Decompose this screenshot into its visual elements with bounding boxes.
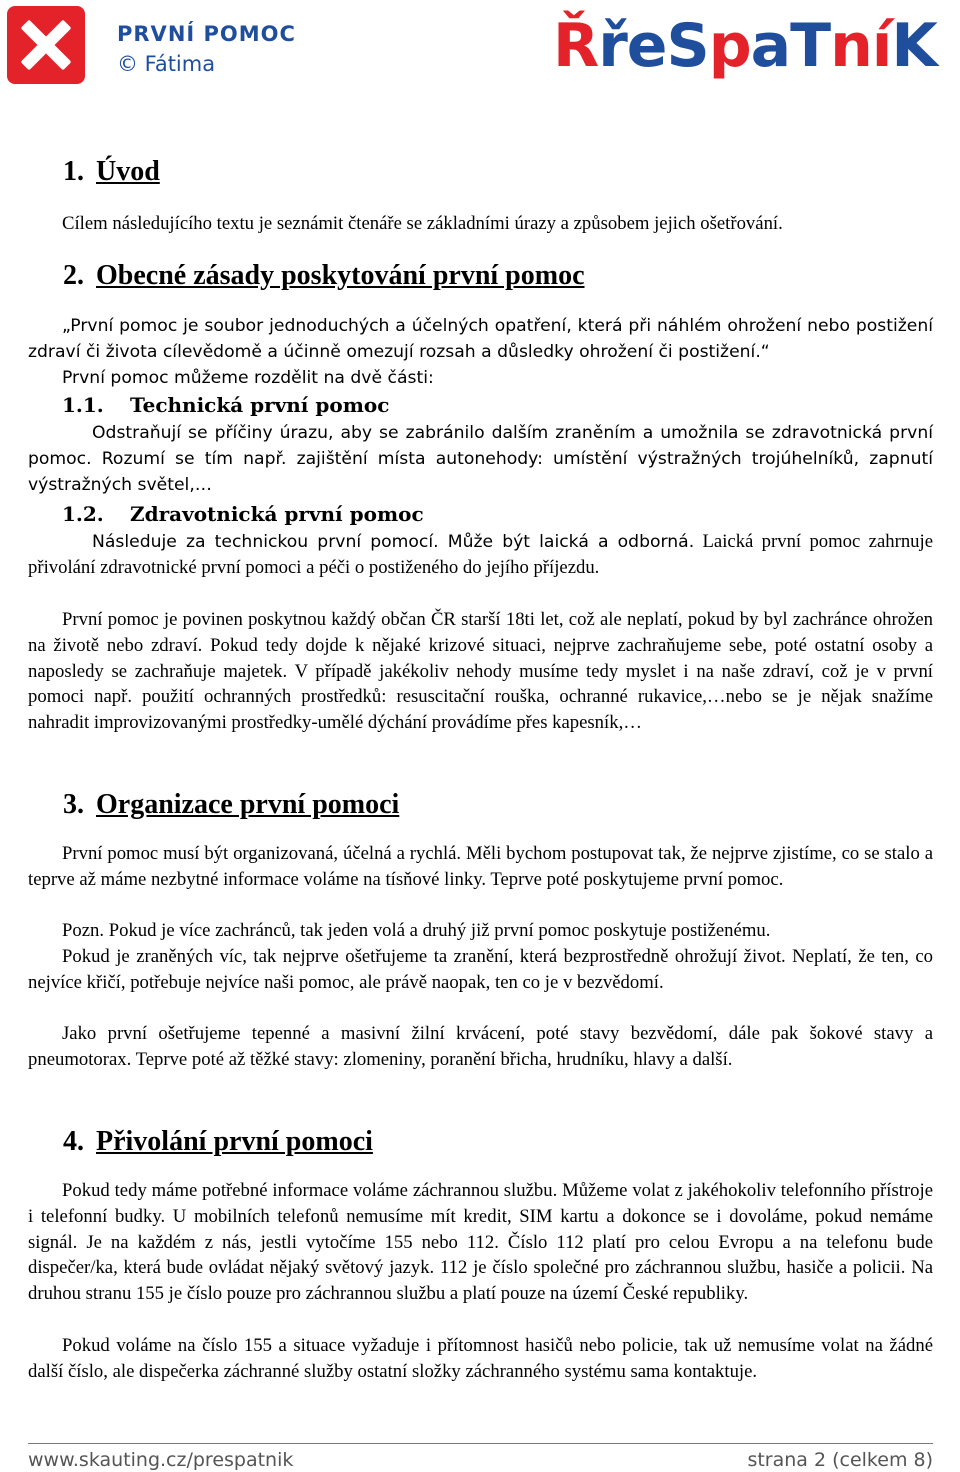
section-3-paragraph-3: Pokud je zraněných víc, tak nejprve ošetřujeme ta zranění, která bezprostředně ohrožují život. Neplatí, že ten, co nejvíce křičí, potřebuje nejvíce naši pomoc, ale právě naopak, ten co je v bezvědomí.: [28, 946, 933, 993]
section-1-heading: [63, 156, 160, 188]
brand-part-3: p: [708, 11, 751, 81]
section-3-number: 3.: [63, 789, 84, 820]
section-3-heading: [63, 789, 399, 821]
section-4-paragraph-2: Pokud voláme na číslo 155 a situace vyžaduje i přítomnost hasičů nebo policie, tak už nemusíme volat na žádné další číslo, ale dispečerka záchranné služby ostatní složky záchranného systému sama kontaktuje.: [28, 1335, 933, 1382]
prespatnik-logo: [553, 11, 937, 81]
section-4-paragraph-1: Pokud tedy máme potřebné informace voláme záchrannou službu. Můžeme volat z jakéhokoliv telefonního přístroje i telefonní budky. U mobilních telefonů nemusíme mít kredit, SIM kartu a dokonce se i dovoláme, pokud nemáme signál. Je na každém z nás, jestli vytočíme 155 nebo 112. Číslo 112 platí pro celou Evropu a na telefonu bude dispečer/ka, která bude ovládat nějaký světový jazyk. 112 je číslo společné pro záchrannou službu, hasiče a policii. Na druhou stranu 155 je číslo pouze pro záchrannou službu a platí pouze na území České republiky.: [28, 1180, 933, 1305]
section-1-paragraph: Cílem následujícího textu je seznámit čtenáře se základními úrazy a způsobem jejich ošetřování.: [62, 213, 783, 234]
section-2-paragraph: První pomoc je povinen poskytnou každý občan ČR starší 18ti let, což ale neplatí, pokud by byl zachránce ohrožen na životě nebo zdraví. Pokud tedy dojde k nějaké krizové situaci, nejprve zachraňujeme sebe, poté ostatní osoby a naposledy se zachraňuje majetek. V případě jakékoliv nehody musíme tedy myslet i na naše zdraví, což je v první pomoci např. použití ochranných prostředků: resuscitační rouška, ochranné rukavice,…nebo se je nějak snažíme nahradit improvizovanými prostředky-umělé dýchání provádíme přes kapesník,…: [28, 609, 933, 734]
section-2-number: 2.: [63, 260, 84, 291]
header-title: PRVNÍ POMOC: [117, 22, 296, 46]
section-2-intro: První pomoc můžeme rozdělit na dvě části:: [62, 368, 434, 388]
close-x-logo-icon: [7, 6, 85, 84]
section-1-number: 1.: [63, 156, 84, 187]
section-4-number: 4.: [63, 1126, 84, 1157]
section-2-title: Obecné zásady poskytování první pomoc: [96, 260, 585, 291]
subsection-1-1-text: Odstraňují se příčiny úrazu, aby se zabránilo dalším zraněním a umožnila se zdravotnická první pomoc. Rozumí se tím např. zajištění místa autonehody: umístění výstražných trojúhelníků, zapnutí výstražných světel,…: [28, 423, 933, 495]
brand-part-2: řeS: [598, 11, 709, 81]
section-3-paragraph-4: Jako první ošetřujeme tepenné a masivní žilní krvácení, poté stavy bezvědomí, dále pak šokové stavy a pneumotorax. Teprve poté až těžké stavy: zlomeniny, poranění břicha, hrudníku, hlavy a další.: [28, 1023, 933, 1070]
footer-divider: [28, 1443, 933, 1444]
definition-quote: „První pomoc je soubor jednoduchých a účelných opatření, která při náhlém ohrožení nebo postižení zdraví či života cílevědomě a účinně omezují rozsah a důsledky ohrožení či postižení.“: [28, 316, 933, 362]
subsection-1-1-number: 1.1.: [62, 393, 104, 417]
footer-page-number: strana 2 (celkem 8): [747, 1449, 933, 1471]
subsection-1-1-heading: [62, 393, 389, 417]
footer-url: www.skauting.cz/prespatnik: [28, 1449, 294, 1471]
section-3-title: Organizace první pomoci: [96, 789, 400, 820]
header-subtitle: © Fátima: [117, 52, 216, 76]
section-1-title: Úvod: [96, 156, 160, 187]
subsection-1-2-title: Zdravotnická první pomoc: [130, 502, 424, 526]
brand-part-4: aT: [750, 11, 831, 81]
section-4-heading: [63, 1126, 373, 1158]
section-4-title: Přivolání první pomoci: [96, 1126, 373, 1157]
brand-part-5: ní: [830, 11, 892, 81]
subsection-1-2-number: 1.2.: [62, 502, 104, 526]
subsection-1-2-heading: [62, 502, 424, 526]
section-3-paragraph-1: První pomoc musí být organizovaná, účelná a rychlá. Měli bychom postupovat tak, že nejprve zjistíme, co se stalo a teprve až máme nezbytné informace voláme na tísňové linky. Teprve poté poskytujeme první pomoc.: [28, 843, 933, 890]
section-3-paragraph-2: Pozn. Pokud je více zachránců, tak jeden volá a druhý již první pomoc poskytuje postiženému.: [62, 920, 771, 941]
subsection-1-2-text: [28, 529, 933, 581]
subsection-1-1-title: Technická první pomoc: [130, 393, 390, 417]
section-2-heading: [63, 260, 585, 292]
brand-part-1: Ř: [553, 11, 599, 81]
brand-part-6: K: [891, 11, 937, 81]
subsection-1-2-text-part-1: Následuje za technickou první pomocí. Může být laická a odborná.: [92, 532, 695, 552]
subsection-1-2-text-part-2: Laická první pomoc zahrnuje přivolání zdravotnické první pomoci a péči o postiženého do jejího příjezdu.: [28, 531, 933, 578]
